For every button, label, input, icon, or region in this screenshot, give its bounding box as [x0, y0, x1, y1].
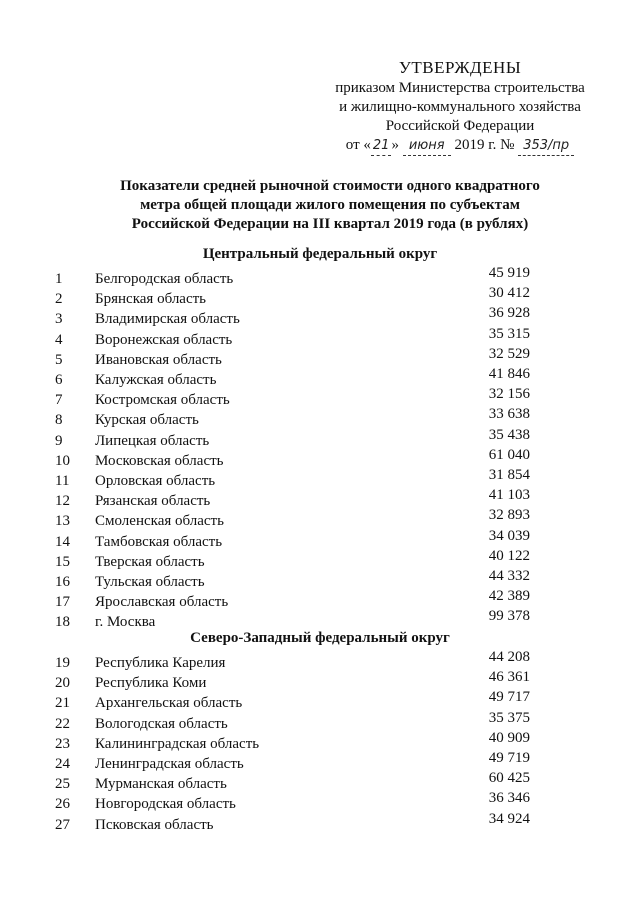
row-number: 3 [55, 311, 63, 328]
table-row [0, 325, 640, 352]
order-month: июня [403, 136, 451, 156]
price-value: 34 039 [488, 527, 530, 544]
row-number: 25 [55, 776, 70, 793]
price-value: 49 717 [488, 689, 530, 706]
region-name: Ивановская область [95, 351, 222, 368]
table-row [0, 588, 640, 614]
region-name: Псковская область [95, 816, 214, 833]
row-number: 22 [55, 715, 70, 732]
order-year: 2019 г. № [454, 137, 515, 153]
price-value: 40 122 [488, 547, 530, 564]
row-number: 17 [55, 594, 70, 611]
order-day: 21 [371, 136, 392, 156]
price-value: 32 156 [488, 386, 530, 403]
region-name: Республика Карелия [95, 655, 226, 671]
region-name: Воронежская область [95, 331, 233, 348]
title-line-1: Показатели средней рыночной стоимости одного квадратного [120, 178, 540, 194]
table-row [0, 467, 640, 493]
table-row [0, 810, 640, 837]
region-name: Рязанская область [95, 493, 211, 510]
price-value: 41 103 [488, 487, 530, 504]
row-number: 4 [55, 331, 63, 348]
order-number: 353/пр [518, 136, 574, 156]
region-name: Архангельская область [95, 695, 243, 712]
price-value: 61 040 [488, 446, 530, 463]
row-number: 16 [55, 574, 70, 590]
table-row [0, 568, 640, 594]
row-number: 6 [55, 372, 63, 388]
price-value: 44 332 [488, 568, 530, 584]
row-number: 9 [55, 432, 63, 449]
price-value: 60 425 [488, 770, 530, 787]
approval-block [310, 58, 610, 156]
approved-heading: УТВЕРЖДЕНЫ [398, 58, 522, 77]
row-number: 7 [55, 392, 63, 409]
table-row [0, 305, 640, 331]
table-row [0, 750, 640, 776]
row-number: 2 [55, 291, 63, 308]
region-name: Курская область [95, 412, 199, 429]
row-number: 18 [55, 614, 70, 631]
table-row [0, 285, 640, 311]
table-row [0, 649, 640, 675]
row-number: 14 [55, 533, 70, 550]
price-value: 30 412 [488, 285, 530, 302]
table-row [0, 366, 640, 392]
document-title [80, 177, 580, 234]
region-name: Тамбовская область [95, 533, 223, 550]
row-number: 13 [55, 513, 70, 530]
table-row [0, 406, 640, 432]
region-name: Калининградская область [95, 735, 260, 752]
title-line-2: метра общей площади жилого помещения по субъектам [140, 197, 520, 213]
row-number: 20 [55, 675, 70, 692]
price-value: 36 346 [488, 790, 530, 807]
price-value: 31 854 [488, 467, 530, 483]
row-number: 26 [55, 796, 70, 813]
price-value: 33 638 [488, 406, 530, 423]
price-value: 41 846 [488, 366, 530, 382]
price-value: 45 919 [488, 265, 530, 281]
table-row [0, 669, 640, 695]
price-value: 35 438 [488, 426, 530, 443]
table-row [0, 487, 640, 513]
region-name: Республика Коми [95, 675, 207, 692]
row-number: 27 [55, 816, 70, 833]
table-row [0, 446, 640, 473]
row-number: 23 [55, 735, 70, 752]
price-value: 42 389 [488, 588, 530, 605]
district-heading: Центральный федеральный округ [202, 246, 438, 262]
price-value: 35 375 [488, 709, 530, 726]
table-row [0, 547, 640, 574]
region-name: Мурманская область [95, 776, 227, 793]
table-row [0, 770, 640, 796]
region-name: Орловская область [95, 473, 216, 489]
price-value: 99 378 [488, 608, 530, 625]
table-row [0, 689, 640, 715]
row-number: 11 [55, 473, 70, 489]
price-value: 32 529 [488, 345, 530, 362]
price-value: 35 315 [488, 325, 530, 342]
region-name: Липецкая область [95, 432, 210, 449]
row-number: 8 [55, 412, 63, 429]
price-value: 32 893 [488, 507, 530, 524]
region-name: Тверская область [95, 553, 205, 570]
row-number: 15 [55, 553, 70, 570]
region-name: Ярославская область [95, 594, 229, 611]
price-value: 46 361 [488, 669, 530, 686]
table-row [0, 386, 640, 412]
approval-line-2: и жилищно-коммунального хозяйства [339, 99, 581, 115]
table-row [0, 426, 640, 453]
row-number: 1 [55, 271, 63, 287]
region-name: Калужская область [95, 372, 217, 388]
order-from: от « [345, 137, 371, 153]
order-line [310, 136, 610, 156]
order-quote-close: » [391, 137, 399, 153]
table-row [0, 527, 640, 554]
table-row [0, 345, 640, 372]
region-name: Владимирская область [95, 311, 240, 328]
district-heading: Северо-Западный федеральный округ [190, 630, 450, 646]
row-number: 10 [55, 452, 70, 469]
region-name: Костромская область [95, 392, 230, 409]
region-name: Ленинградская область [95, 756, 244, 772]
row-number: 12 [55, 493, 70, 510]
row-number: 19 [55, 655, 70, 671]
price-value: 40 909 [488, 729, 530, 746]
region-name: Вологодская область [95, 715, 228, 732]
region-name: Белгородская область [95, 271, 234, 287]
table-row [0, 790, 640, 816]
region-name: Московская область [95, 452, 224, 469]
region-name: г. Москва [95, 614, 156, 631]
row-number: 5 [55, 351, 63, 368]
price-value: 36 928 [488, 305, 530, 322]
title-line-3: Российской Федерации на III квартал 2019 года (в рублях) [131, 216, 529, 232]
approval-line-3: Российской Федерации [385, 118, 535, 134]
row-number: 24 [55, 756, 70, 772]
region-name: Тульская область [95, 574, 205, 590]
region-name: Брянская область [95, 291, 207, 308]
approval-line-1: приказом Министерства строительства [335, 80, 585, 96]
table-row [0, 729, 640, 756]
table-row [0, 507, 640, 533]
region-name: Смоленская область [95, 513, 224, 530]
price-value: 34 924 [488, 810, 530, 827]
table-row [0, 709, 640, 736]
table-row [0, 265, 640, 291]
price-value: 49 719 [488, 750, 530, 766]
row-number: 21 [55, 695, 70, 712]
region-name: Новгородская область [95, 796, 236, 813]
price-value: 44 208 [488, 649, 530, 665]
